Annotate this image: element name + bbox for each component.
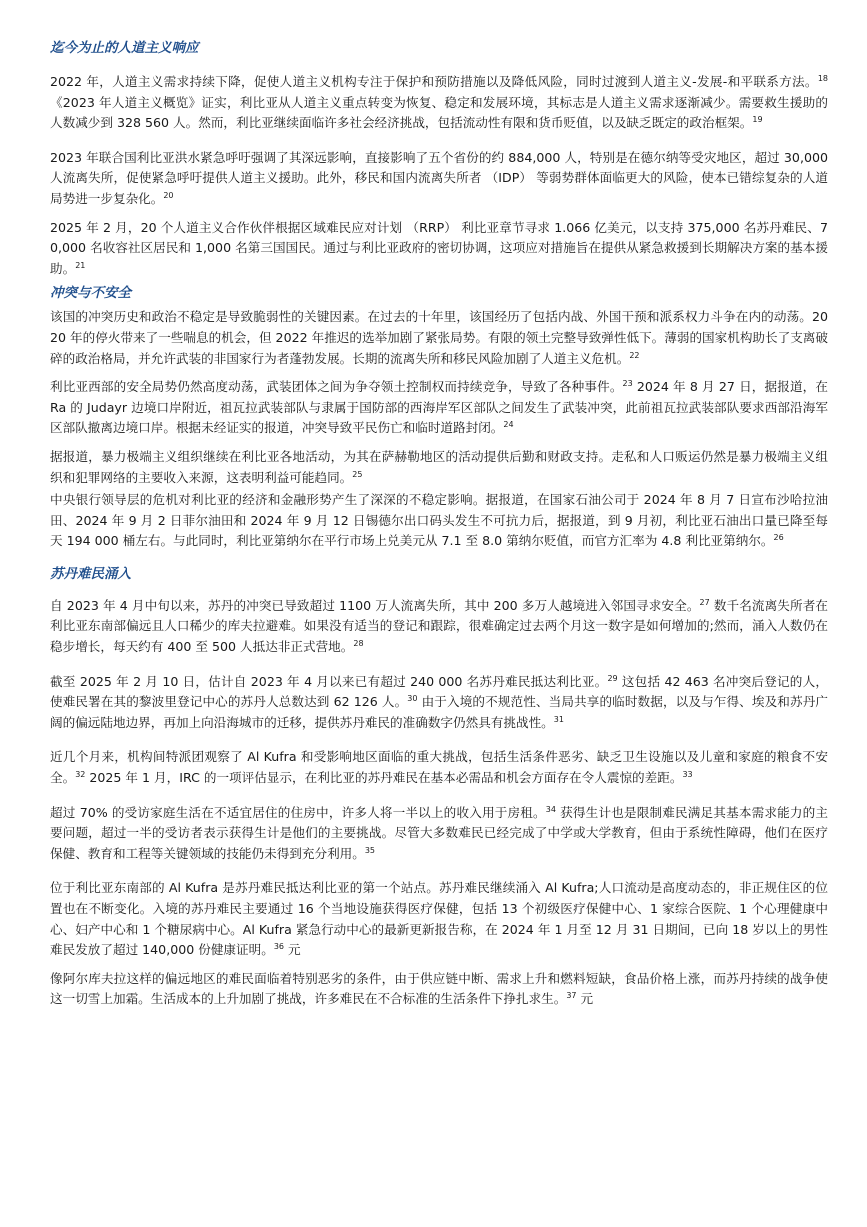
footnote-ref: 37 — [566, 991, 577, 1001]
paragraph — [50, 148, 828, 210]
paragraph — [50, 447, 828, 488]
paragraph — [50, 307, 828, 369]
paragraph — [50, 218, 828, 280]
footnote-ref: 26 — [773, 533, 784, 543]
section-heading-conflict-insecurity: 冲突与不安全 — [50, 285, 131, 302]
footnote-ref: 22 — [629, 350, 640, 360]
paragraph-text: 2023 年联合国利比亚洪水紧急呼吁强调了其深远影响，直接影响了五个省份的约 884,000 人，特别是在德尔纳等受灾地区，超过 30,000 人流离失所，促使紧急呼吁提供人道主义援助。此外，移民和国内流离失所者 （IDP） 等弱势群体面临更大的风险，使本已错综复杂的人道局势进一步复杂化。 — [50, 149, 828, 206]
paragraph-text: 截至 2025 年 2 月 10 日，估计自 2023 年 4 月以来已有超过 240 000 名苏丹难民抵达利比亚。 — [50, 673, 608, 689]
section-heading-humanitarian-response: 迄今为止的人道主义响应 — [50, 40, 199, 56]
paragraph-text: 像阿尔库夫拉这样的偏远地区的难民面临着特别恶劣的条件，由于供应链中断、需求上升和燃料短缺，食品价格上涨，而苏丹持续的战争使这一切雪上加霜。生活成本的上升加剧了挑战，许多难民在不合标准的生活条件下挣扎求生。 — [50, 970, 828, 1007]
paragraph-text: 2024 年 8 月 27 日，据报道，在 Ra 的 Judayr 边境口岸附近，祖瓦拉武装部队与隶属于国防部的西海岸军区部队之间发生了武装冲突，此前祖瓦拉武装部队要求西部沿海军区部队撤离边境口岸。根据未经证实的报道，冲突导致平民伤亡和临时道路封闭。 — [50, 379, 828, 436]
footnote-ref: 24 — [503, 420, 514, 430]
footnote-ref: 35 — [364, 845, 376, 855]
paragraph-text: 自 2023 年 4 月中旬以来，苏丹的冲突已导致超过 1100 万人流离失所，其中 200 多万人越境进入邻国寻求安全。 — [50, 597, 700, 613]
footnote-ref: 33 — [682, 769, 693, 779]
footnote-ref: 32 — [75, 769, 86, 779]
footnote-ref: 21 — [75, 260, 86, 270]
footnote-ref: 36 — [273, 942, 284, 951]
paragraph-text: 中央银行领导层的危机对利比亚的经济和金融形势产生了深深的不稳定影响。据报道，在国家石油公司于 2024 年 8 月 7 日宣布沙哈拉油田、2024 年 9 月 2 日菲尔油田和 2024 年 9 月 12 日锡德尔出口码头发生不可抗力后，据报道，到 9 月初，利比亚石油出口量已降至每天 194 000 桶左右。与此同时，利比亚第纳尔在平行市场上兑美元从 7.1 至 8.0 第纳尔贬值，而官方汇率为 4.8 利比亚第纳尔。 — [50, 492, 828, 549]
paragraph-text: 2025 年 1 月，IRC 的一项评估显示，在利比亚的苏丹难民在基本必需品和机会方面存在令人震惊的差距。 — [85, 770, 683, 786]
footnote-ref: 34 — [545, 804, 556, 814]
footnote-ref: 28 — [353, 638, 364, 648]
footnote-ref: 19 — [752, 115, 763, 124]
footnote-ref: 20 — [163, 190, 174, 200]
footnote-ref: 29 — [607, 673, 618, 683]
paragraph — [50, 672, 828, 734]
paragraph-text: 2025 年 2 月，20 个人道主义合作伙伴根据区域难民应对计划 （RRP） 利比亚章节寻求 1.066 亿美元，以支持 375,000 名苏丹难民、70,000 名收容社区居民和 1,000 名第三国国民。通过与利比亚政府的密切协调，这项应对措施旨在提供从紧急救援到长期解决方案的基本援助。 — [50, 219, 828, 276]
paragraph — [50, 969, 828, 1010]
paragraph — [50, 596, 828, 658]
paragraph-text: 近几个月来，机构间特派团观察了 Al Kufra 和受影响地区面临的重大挑战，包括生活条件恶劣、缺乏卫生设施以及儿童和家庭的粮食不安全。 — [50, 749, 828, 786]
footnote-ref: 23 — [622, 378, 633, 388]
footnote-ref: 18 — [817, 73, 828, 83]
paragraph-text: 位于利比亚东南部的 Al Kufra 是苏丹难民抵达利比亚的第一个站点。苏丹难民继续涌入 Al Kufra;人口流动是高度动态的，非正规住区的位置也在不断变化。入境的苏丹难民主要通过 16 个当地设施获得医疗保健，包括 13 个初级医疗保健中心、1 家综合医院、1 个心理健康中心、妇产中心和 1 个糖尿病中心。Al Kufra 紧急行动中心的最新更新报告称，在 2024 年 1 月至 12 月 31 日期间，已向 18 岁以上的男性难民发放了超过 140,000 份健康证明。 — [50, 880, 828, 958]
paragraph — [50, 377, 828, 439]
section-heading-sudan-refugee-influx: 苏丹难民涌入 — [50, 565, 131, 582]
paragraph-text: 获得生计也是限制难民满足其基本需求能力的主要问题，超过一半的受访者表示获得生计是他们的主要挑战。尽管大多数难民已经完成了中学或大学教育，但由于系统性障碍，他们在医疗保健、教育和工程等关键领域的技能仍未得到充分利用。 — [50, 804, 828, 861]
paragraph-text: 数千名流离失所者在利比亚东南部偏远且人口稀少的库夫拉避难。如果没有适当的登记和跟踪，很难确定过去两个月这一数字是如何增加的;然而，涌入人数仍在稳步增长，每天约有 400 至 500 人抵达非正式营地。 — [50, 597, 828, 655]
paragraph-text: 超过 70% 的受访家庭生活在不适宜居住的住房中，许多人将一半以上的收入用于房租。 — [50, 804, 546, 820]
paragraph — [50, 747, 828, 788]
paragraph-text: 《2023 年人道主义概览》证实，利比亚从人道主义重点转变为恢复、稳定和发展环境，其标志是人道主义需求逐渐减少。需要救生援助的人数减少到 328 560 人。然而，利比亚继续面临许多社会经济挑战，包括流动性有限和货币贬值，以及缺乏既定的政治框架。 — [50, 94, 828, 131]
paragraph — [50, 803, 828, 865]
paragraph-text: 据报道，暴力极端主义组织继续在利比亚各地活动，为其在萨赫勒地区的活动提供后勤和财政支持。走私和人口贩运仍然是暴力极端主义组织和犯罪网络的主要收入来源，这表明利益可能趋同。 — [50, 448, 828, 485]
footnote-ref: 25 — [352, 469, 363, 479]
paragraph — [50, 490, 828, 552]
footnote-ref: 31 — [553, 714, 564, 724]
footnote-ref: 27 — [699, 597, 710, 607]
paragraph-text: 利比亚西部的安全局势仍然高度动荡，武装团体之间为争夺领土控制权而持续竞争，导致了各种事件。 — [50, 379, 623, 395]
document-page — [50, 38, 828, 1010]
paragraph-text: 元 — [284, 942, 301, 958]
paragraph — [50, 72, 828, 134]
paragraph-text: 该国的冲突历史和政治不稳定是导致脆弱性的关键因素。在过去的十年里，该国经历了包括内战、外国干预和派系权力斗争在内的动荡。2020 年的停火带来了一些喘息的机会，但 2022 年推迟的选举加剧了紧张局势。有限的领土完整导致弹性低下。薄弱的国家机构助长了支离破碎的政治格局，并允许武装的非国家行为者蓬勃发展。长期的流离失所和移民风险加剧了人道主义危机。 — [50, 309, 828, 366]
paragraph-text: 由于入境的不规范性、当局共享的临时数据，以及与乍得、埃及和苏丹广阔的偏远陆地边界，再加上向沿海城市的迁移，提供苏丹难民的准确数字仍然具有挑战性。 — [50, 694, 828, 730]
paragraph-text: 这包括 42 463 名冲突后登记的人，使难民署在其的黎波里登记中心的苏丹人总数达到 62 126 人。 — [50, 673, 828, 710]
paragraph — [50, 878, 828, 960]
paragraph-text: 2022 年，人道主义需求持续下降，促使人道主义机构专注于保护和预防措施以及降低风险，同时过渡到人道主义-发展-和平联系方法。 — [50, 74, 818, 89]
footnote-ref: 30 — [407, 694, 418, 704]
paragraph-text: 元 — [576, 991, 594, 1007]
